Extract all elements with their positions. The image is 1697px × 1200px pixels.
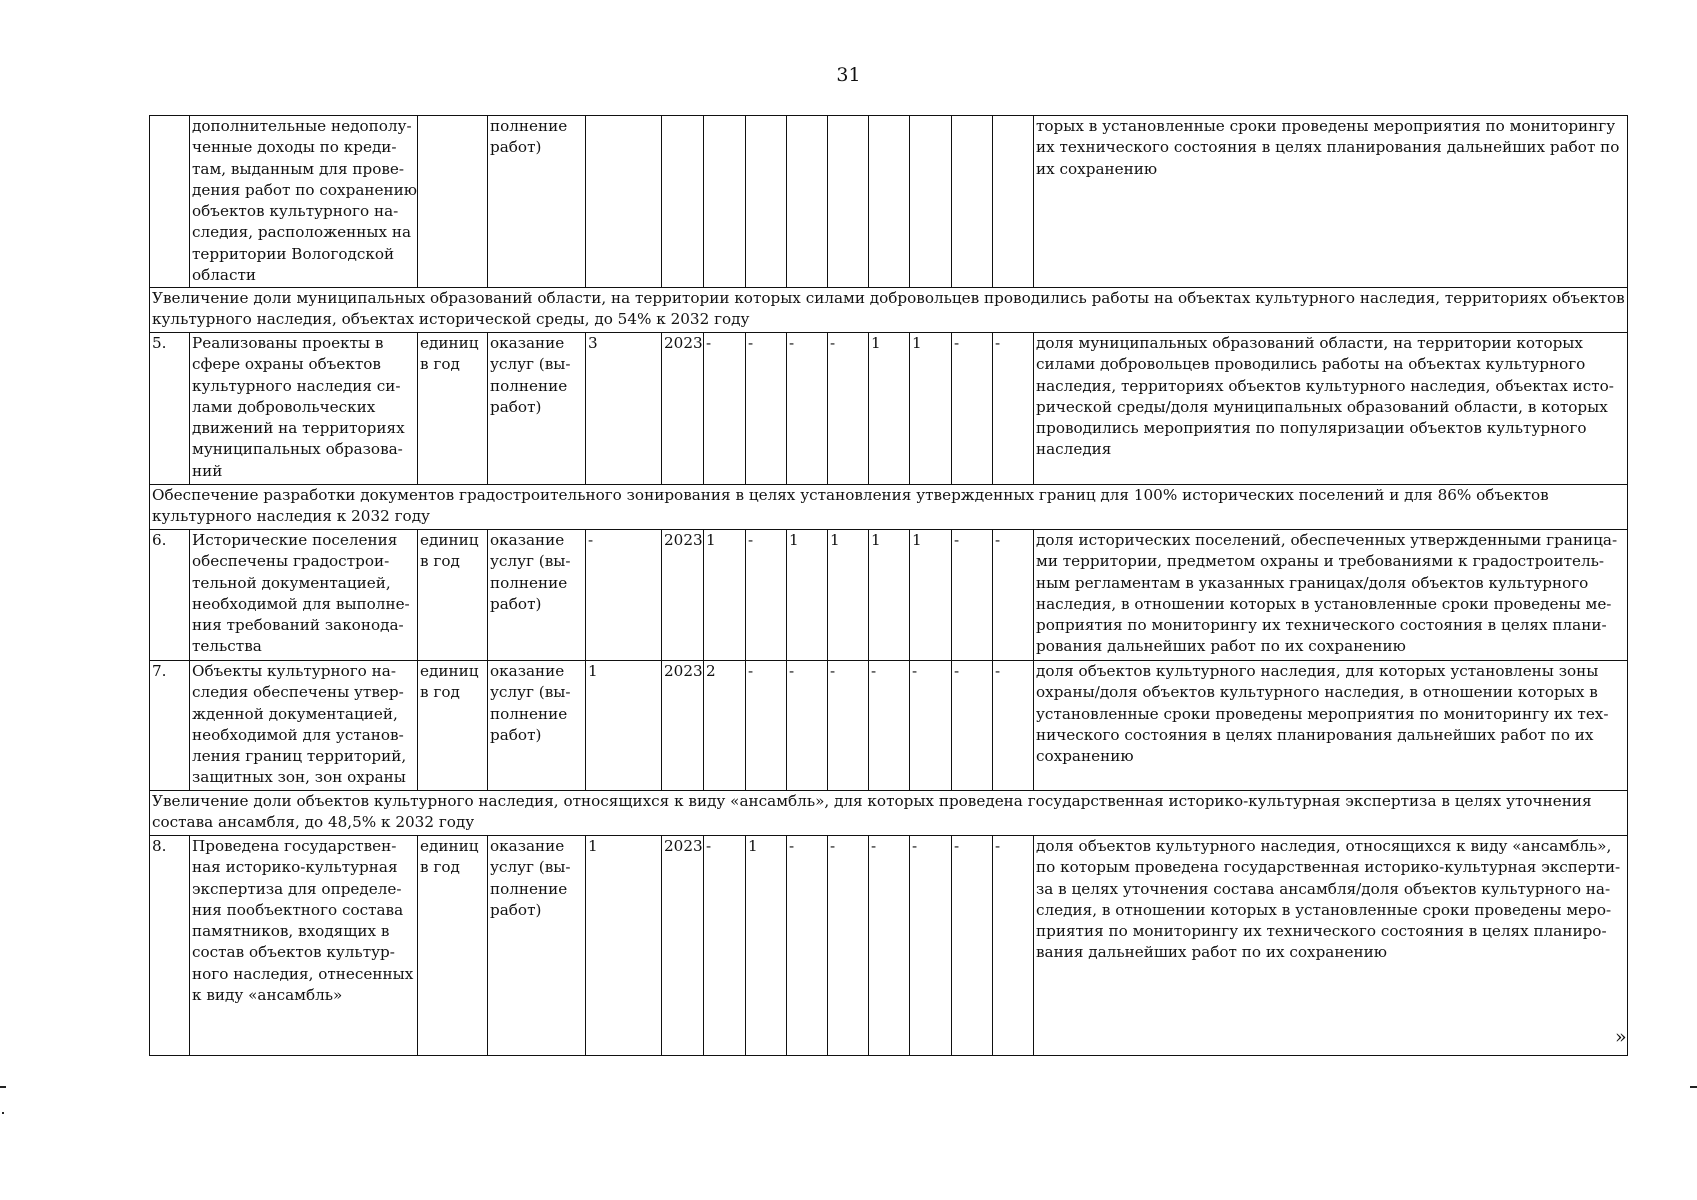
base-value-cell: 1: [586, 836, 662, 1056]
result-name: Реализованы проекты в сфере охраны объектов культурного наследия си- лами добровольческих движений на территориях муниципальных образова- ний: [190, 333, 418, 485]
base-year-cell: 2023: [662, 530, 704, 661]
base-value-cell: -: [586, 530, 662, 661]
base-value-cell: [586, 116, 662, 288]
row-number: [150, 116, 190, 288]
unit-cell: единиц в год: [418, 836, 488, 1056]
year-value-v3: 1: [787, 530, 828, 661]
year-value-v1: 2: [704, 661, 746, 791]
unit-cell: [418, 116, 488, 288]
base-value-cell: 1: [586, 661, 662, 791]
year-value-v8: [993, 116, 1034, 288]
section-heading: Обеспечение разработки документов градостроительного зонирования в целях установления утвержденных границ для 100% исторических поселений и для 86% объектов культурного наследия к 2032 году: [150, 485, 1628, 530]
table-row: [150, 836, 1628, 1056]
section-row: [150, 485, 1628, 530]
year-value-v3: [787, 116, 828, 288]
year-value-v4: 1: [828, 530, 869, 661]
row-number: 8.: [150, 836, 190, 1056]
table-row: [150, 661, 1628, 791]
year-value-v4: -: [828, 661, 869, 791]
year-value-v7: [952, 116, 993, 288]
indicator-link-cell: доля объектов культурного наследия, относящихся к виду «ансамбль», по которым проведена государственная историко-культурная эксперти- за в целях уточнения состава ансамбля/доля объектов культурного на- следия, в отношении которых в установленные сроки проведены меро- приятия по мониторингу их технического состояния в целях планиро- вания дальнейших работ по их сохранению: [1034, 836, 1628, 1056]
row-number: 6.: [150, 530, 190, 661]
year-value-v3: -: [787, 836, 828, 1056]
year-value-v1: [704, 116, 746, 288]
year-value-v1: -: [704, 836, 746, 1056]
year-value-v8: -: [993, 530, 1034, 661]
unit-cell: единиц в год: [418, 333, 488, 485]
section-row: [150, 791, 1628, 836]
year-value-v6: 1: [910, 530, 952, 661]
table-row: [150, 116, 1628, 288]
indicator-link-cell: доля объектов культурного наследия, для которых установлены зоны охраны/доля объектов культурного наследия, в отношении которых в установленные сроки проведены мероприятия по мониторингу их тех- нического состояния в целях планирования дальнейших работ по их сохранению: [1034, 661, 1628, 791]
year-value-v5: [869, 116, 910, 288]
table-row: [150, 333, 1628, 485]
indicator-link-cell: доля исторических поселений, обеспеченных утвержденными граница- ми территории, предметом охраны и требованиями к градостроитель- ным регламентам в указанных границах/доля объектов культурного наследия, в отношении которых в установленные сроки проведены ме- роприятия по мониторингу их технического состояния в целях плани- рования дальнейших работ по их сохранению: [1034, 530, 1628, 661]
year-value-v7: -: [952, 661, 993, 791]
year-value-v8: -: [993, 333, 1034, 485]
section-heading: Увеличение доли объектов культурного наследия, относящихся к виду «ансамбль», для которых проведена государственная историко-культурная экспертиза в целях уточнения состава ансамбля, до 48,5% к 2032 году: [150, 791, 1628, 836]
year-value-v3: -: [787, 661, 828, 791]
section-row: [150, 288, 1628, 333]
closing-quote: »: [1615, 1026, 1627, 1048]
scan-mark-left: [0, 1086, 6, 1088]
year-value-v2: -: [746, 333, 787, 485]
result-type-cell: полнение работ): [488, 116, 586, 288]
year-value-v8: -: [993, 661, 1034, 791]
year-value-v4: -: [828, 836, 869, 1056]
result-name: дополнительные недополу- ченные доходы по креди- там, выданным для прове- дения работ по сохранению объектов культурного на- следия, расположенных на территории Вологодской области: [190, 116, 418, 288]
year-value-v4: -: [828, 333, 869, 485]
year-value-v6: -: [910, 661, 952, 791]
result-name: Проведена государствен- ная историко-культурная экспертиза для определе- ния пообъектного состава памятников, входящих в состав объектов культур- ного наследия, отнесенных к виду «ансамбль»: [190, 836, 418, 1056]
row-number: 5.: [150, 333, 190, 485]
base-year-cell: 2023: [662, 333, 704, 485]
year-value-v2: [746, 116, 787, 288]
scan-mark-right: [1690, 1086, 1697, 1088]
year-value-v2: -: [746, 530, 787, 661]
section-heading: Увеличение доли муниципальных образований области, на территории которых силами добровольцев проводились работы на объектах культурного наследия, территориях объектов культурного наследия, объектах исторической среды, до 54% к 2032 году: [150, 288, 1628, 333]
year-value-v3: -: [787, 333, 828, 485]
year-value-v5: -: [869, 661, 910, 791]
result-name: Объекты культурного на- следия обеспечены утвер- жденной документацией, необходимой для установ- ления границ территорий, защитных зон, зон охраны: [190, 661, 418, 791]
year-value-v5: 1: [869, 530, 910, 661]
year-value-v2: -: [746, 661, 787, 791]
year-value-v2: 1: [746, 836, 787, 1056]
table-row: [150, 530, 1628, 661]
year-value-v7: -: [952, 530, 993, 661]
year-value-v4: [828, 116, 869, 288]
year-value-v6: -: [910, 836, 952, 1056]
indicator-link-cell: торых в установленные сроки проведены мероприятия по мониторингу их технического состояния в целях планирования дальнейших работ по их сохранению: [1034, 116, 1628, 288]
year-value-v6: [910, 116, 952, 288]
base-year-cell: 2023: [662, 661, 704, 791]
page-number: 31: [836, 64, 861, 86]
result-type-cell: оказание услуг (вы- полнение работ): [488, 836, 586, 1056]
result-type-cell: оказание услуг (вы- полнение работ): [488, 530, 586, 661]
scan-mark-left-small: [2, 1112, 4, 1114]
unit-cell: единиц в год: [418, 530, 488, 661]
year-value-v6: 1: [910, 333, 952, 485]
result-type-cell: оказание услуг (вы- полнение работ): [488, 333, 586, 485]
year-value-v5: 1: [869, 333, 910, 485]
year-value-v1: -: [704, 333, 746, 485]
results-table: [149, 115, 1628, 1056]
result-type-cell: оказание услуг (вы- полнение работ): [488, 661, 586, 791]
unit-cell: единиц в год: [418, 661, 488, 791]
year-value-v7: -: [952, 836, 993, 1056]
year-value-v5: -: [869, 836, 910, 1056]
year-value-v8: -: [993, 836, 1034, 1056]
year-value-v7: -: [952, 333, 993, 485]
base-year-cell: [662, 116, 704, 288]
year-value-v1: 1: [704, 530, 746, 661]
base-year-cell: 2023: [662, 836, 704, 1056]
base-value-cell: 3: [586, 333, 662, 485]
row-number: 7.: [150, 661, 190, 791]
indicator-link-cell: доля муниципальных образований области, на территории которых силами добровольцев проводились работы на объектах культурного наследия, территориях объектов культурного наследия, объектах исто- рической среды/доля муниципальных образований области, в которых проводились мероприятия по популяризации объектов культурного наследия: [1034, 333, 1628, 485]
result-name: Исторические поселения обеспечены градострои- тельной документацией, необходимой для выполне- ния требований законода- тельства: [190, 530, 418, 661]
